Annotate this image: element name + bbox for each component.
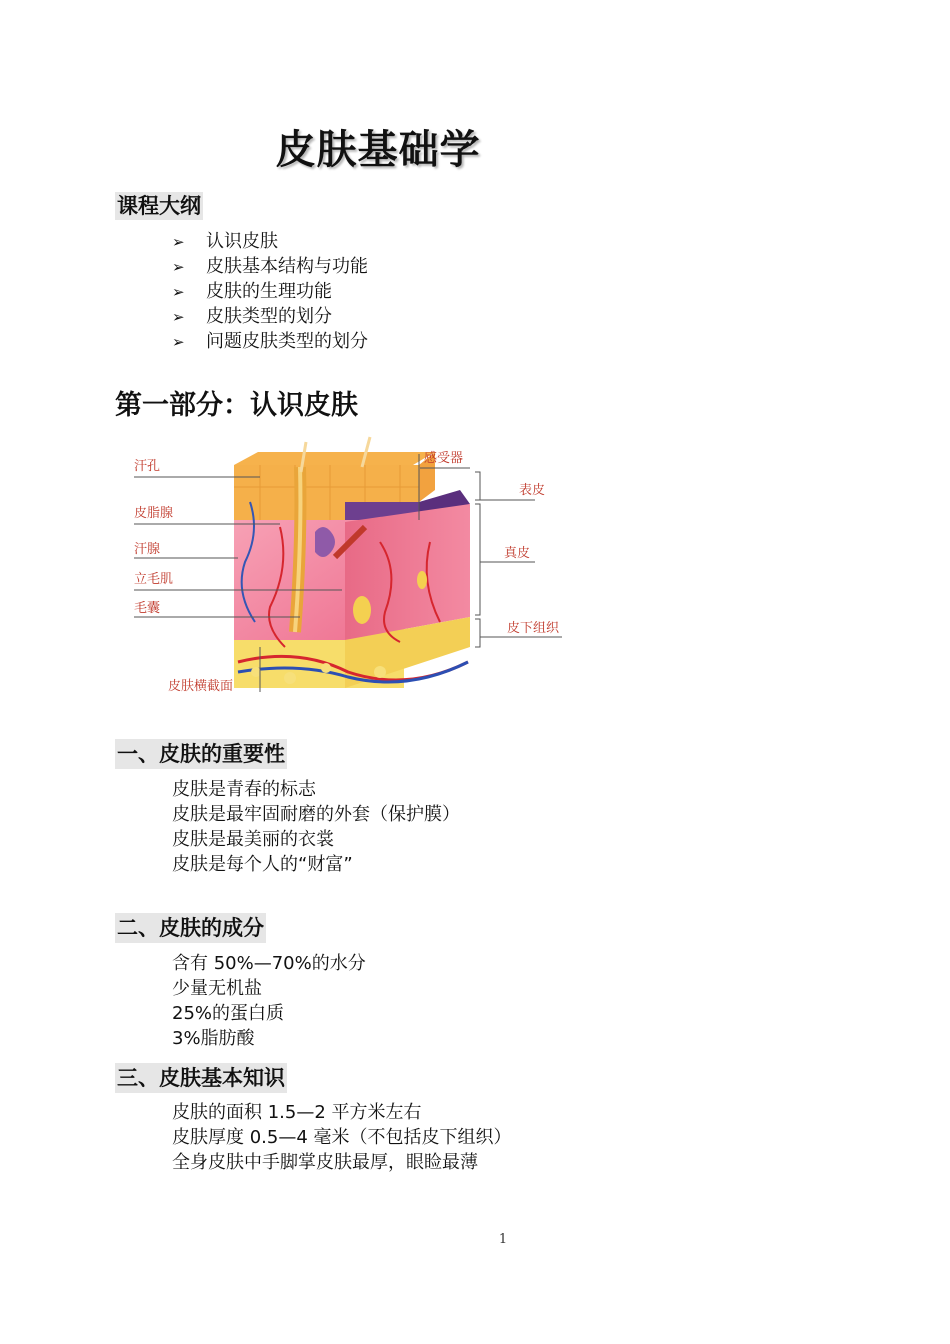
list-item: 皮肤的面积 1.5—2 平方米左右 [172, 1102, 422, 1123]
skin-cross-section-diagram [130, 432, 570, 707]
outline-heading: 课程大纲 [117, 194, 201, 218]
list-item: ➢ 皮肤的生理功能 [172, 279, 368, 304]
list-item: 皮肤是最牢固耐磨的外套（保护膜） [172, 804, 460, 825]
arrow-bullet-icon: ➢ [172, 333, 185, 351]
section-heading: 三、皮肤基本知识 [115, 1063, 287, 1093]
list-item: 皮肤是最美丽的衣裳 [172, 829, 334, 850]
label-epidermis: 表皮 [519, 483, 546, 498]
label-sweat-gland: 汗腺 [134, 542, 161, 557]
section-list [172, 951, 366, 1051]
label-sebaceous-gland: 皮脂腺 [134, 506, 174, 521]
outline-list [172, 229, 368, 354]
arrow-bullet-icon: ➢ [172, 283, 185, 301]
arrow-bullet-icon: ➢ [172, 308, 185, 326]
label-hair-follicle: 毛囊 [134, 601, 161, 616]
part1-heading: 第一部分：认识皮肤 [115, 390, 358, 421]
label-subcutaneous: 皮下组织 [507, 621, 560, 636]
label-dermis: 真皮 [504, 546, 531, 561]
section-list [172, 777, 460, 877]
page-number: 1 [498, 1232, 508, 1247]
arrow-bullet-icon: ➢ [172, 258, 185, 276]
section-list [172, 1100, 512, 1175]
list-item: 3%脂肪酸 [172, 1028, 255, 1049]
label-arrector-pili: 立毛肌 [134, 572, 174, 587]
section-heading: 一、皮肤的重要性 [115, 739, 287, 769]
label-cross-section: 皮肤横截面 [168, 679, 234, 694]
list-item: 25%的蛋白质 [172, 1003, 285, 1024]
list-item: ➢ 皮肤类型的划分 [172, 304, 368, 329]
document-title: 皮肤基础学 [275, 127, 481, 173]
label-sweat-pore: 汗孔 [134, 459, 161, 474]
arrow-bullet-icon: ➢ [172, 233, 185, 251]
list-item: 全身皮肤中手脚掌皮肤最厚，眼睑最薄 [172, 1152, 478, 1173]
section-heading: 二、皮肤的成分 [115, 913, 266, 943]
list-item: 皮肤是青春的标志 [172, 779, 316, 800]
list-item: ➢ 认识皮肤 [172, 229, 368, 254]
list-item: ➢ 问题皮肤类型的划分 [172, 329, 368, 354]
list-item: 含有 50%—70%的水分 [172, 953, 366, 974]
label-receptor: 感受器 [424, 451, 464, 466]
list-item: 皮肤厚度 0.5—4 毫米（不包括皮下组织） [172, 1127, 512, 1148]
list-item: 皮肤是每个人的“财富” [172, 854, 353, 875]
list-item: ➢ 皮肤基本结构与功能 [172, 254, 368, 279]
skin-block-illustration [234, 437, 470, 688]
list-item: 少量无机盐 [172, 978, 262, 999]
